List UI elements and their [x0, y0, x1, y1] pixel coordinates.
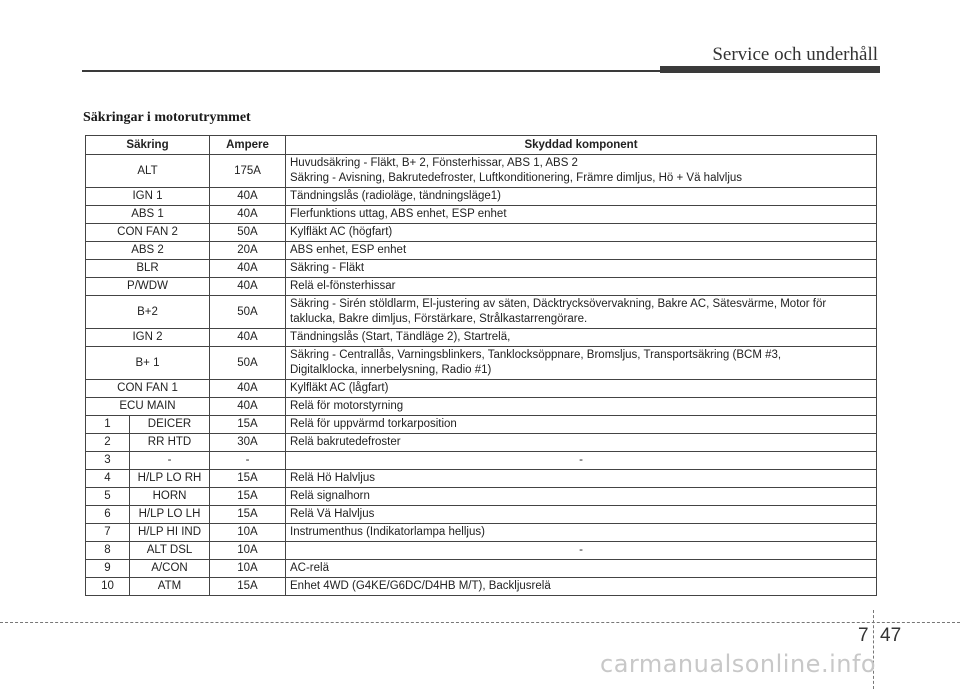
fuse-name: IGN 1 [86, 188, 210, 206]
footer-rule [0, 622, 960, 623]
fuse-ampere: 50A [210, 224, 286, 242]
relay-number: 3 [86, 452, 130, 470]
fuse-component: Säkring - Fläkt [286, 260, 877, 278]
table-row [86, 155, 877, 188]
fuse-table [85, 135, 877, 596]
fuse-component: Säkring - Sirén stöldlarm, El-justering av säten, Däcktrycksövervakning, Bakre AC, Sätesvärme, Motor för taklucka, Bakre dimljus, Förstärkare, Strålkastarrengörare. [286, 296, 877, 329]
fuse-component: Kylfläkt AC (högfart) [286, 224, 877, 242]
header-rule-thick [660, 66, 880, 73]
table-row [86, 188, 877, 206]
relay-name: HORN [130, 488, 210, 506]
header-ampere: Ampere [210, 136, 286, 155]
fuse-table-body [86, 155, 877, 596]
fuse-component: ABS enhet, ESP enhet [286, 242, 877, 260]
relay-ampere: - [210, 452, 286, 470]
table-row [86, 347, 877, 380]
relay-name: H/LP HI IND [130, 524, 210, 542]
relay-number: 1 [86, 416, 130, 434]
fuse-name: ALT [86, 155, 210, 188]
relay-number: 7 [86, 524, 130, 542]
fuse-ampere: 20A [210, 242, 286, 260]
relay-ampere: 10A [210, 560, 286, 578]
fuse-ampere: 40A [210, 188, 286, 206]
fuse-component: Relä för motorstyrning [286, 398, 877, 416]
table-row [86, 296, 877, 329]
section-title: Säkringar i motorutrymmet [83, 110, 251, 125]
fuse-name: BLR [86, 260, 210, 278]
fuse-ampere: 40A [210, 278, 286, 296]
relay-ampere: 15A [210, 416, 286, 434]
fuse-name: ABS 2 [86, 242, 210, 260]
relay-component: - [286, 452, 877, 470]
header-rule [82, 70, 662, 72]
relay-component: Relä för uppvärmd torkarposition [286, 416, 877, 434]
watermark: carmanualsonline.info [600, 650, 877, 678]
header-component: Skyddad komponent [286, 136, 877, 155]
fuse-ampere: 40A [210, 398, 286, 416]
relay-ampere: 15A [210, 578, 286, 596]
relay-name: H/LP LO RH [130, 470, 210, 488]
relay-name: A/CON [130, 560, 210, 578]
table-row [86, 224, 877, 242]
fuse-component: Tändningslås (Start, Tändläge 2), Startrelä, [286, 329, 877, 347]
relay-number: 9 [86, 560, 130, 578]
relay-ampere: 30A [210, 434, 286, 452]
table-header-row [86, 136, 877, 155]
page-number: 47 [880, 625, 902, 646]
relay-number: 4 [86, 470, 130, 488]
fuse-name: IGN 2 [86, 329, 210, 347]
fuse-component: Tändningslås (radioläge, tändningsläge1) [286, 188, 877, 206]
relay-ampere: 10A [210, 542, 286, 560]
relay-component: AC-relä [286, 560, 877, 578]
fuse-name: B+ 1 [86, 347, 210, 380]
table-row [86, 398, 877, 416]
fuse-component: Flerfunktions uttag, ABS enhet, ESP enhet [286, 206, 877, 224]
fuse-name: ABS 1 [86, 206, 210, 224]
relay-component: Relä bakrutedefroster [286, 434, 877, 452]
fuse-name: B+2 [86, 296, 210, 329]
fuse-component: Säkring - Centrallås, Varningsblinkers, Tanklocksöppnare, Bromsljus, Transportsäkring (BCM #3, Digitalklocka, innerbelysning, Radio #1) [286, 347, 877, 380]
relay-number: 6 [86, 506, 130, 524]
table-row [86, 560, 877, 578]
fuse-ampere: 50A [210, 296, 286, 329]
table-row [86, 206, 877, 224]
fuse-component: Kylfläkt AC (lågfart) [286, 380, 877, 398]
relay-component: Enhet 4WD (G4KE/G6DC/D4HB M/T), Backljusrelä [286, 578, 877, 596]
header-fuse: Säkring [86, 136, 210, 155]
relay-number: 10 [86, 578, 130, 596]
relay-name: ALT DSL [130, 542, 210, 560]
table-row [86, 452, 877, 470]
relay-name: H/LP LO LH [130, 506, 210, 524]
relay-name: RR HTD [130, 434, 210, 452]
table-row [86, 524, 877, 542]
fuse-ampere: 175A [210, 155, 286, 188]
relay-name: DEICER [130, 416, 210, 434]
relay-component: Relä Hö Halvljus [286, 470, 877, 488]
table-row [86, 542, 877, 560]
table-row [86, 470, 877, 488]
relay-ampere: 15A [210, 470, 286, 488]
fuse-ampere: 40A [210, 260, 286, 278]
table-row [86, 578, 877, 596]
fuse-name: ECU MAIN [86, 398, 210, 416]
relay-number: 5 [86, 488, 130, 506]
chapter-number: 7 [858, 625, 869, 646]
fuse-name: CON FAN 2 [86, 224, 210, 242]
relay-ampere: 15A [210, 506, 286, 524]
table-row [86, 278, 877, 296]
table-row [86, 416, 877, 434]
fuse-ampere: 50A [210, 347, 286, 380]
relay-component: Instrumenthus (Indikatorlampa helljus) [286, 524, 877, 542]
relay-number: 8 [86, 542, 130, 560]
fuse-ampere: 40A [210, 329, 286, 347]
fuse-component: Huvudsäkring - Fläkt, B+ 2, Fönsterhissar, ABS 1, ABS 2 Säkring - Avisning, Bakrutedefroster, Luftkonditionering, Främre dimljus, Hö + Vä halvljus [286, 155, 877, 188]
relay-component: Relä Vä Halvljus [286, 506, 877, 524]
relay-number: 2 [86, 434, 130, 452]
fuse-ampere: 40A [210, 206, 286, 224]
table-row [86, 260, 877, 278]
header-title: Service och underhåll [712, 44, 878, 65]
relay-name: - [130, 452, 210, 470]
relay-component: - [286, 542, 877, 560]
relay-name: ATM [130, 578, 210, 596]
fuse-component: Relä el-fönsterhissar [286, 278, 877, 296]
fuse-name: CON FAN 1 [86, 380, 210, 398]
relay-ampere: 15A [210, 488, 286, 506]
table-row [86, 434, 877, 452]
table-row [86, 488, 877, 506]
fuse-name: P/WDW [86, 278, 210, 296]
fuse-ampere: 40A [210, 380, 286, 398]
table-row [86, 329, 877, 347]
table-row [86, 242, 877, 260]
relay-ampere: 10A [210, 524, 286, 542]
relay-component: Relä signalhorn [286, 488, 877, 506]
table-row [86, 506, 877, 524]
table-row [86, 380, 877, 398]
